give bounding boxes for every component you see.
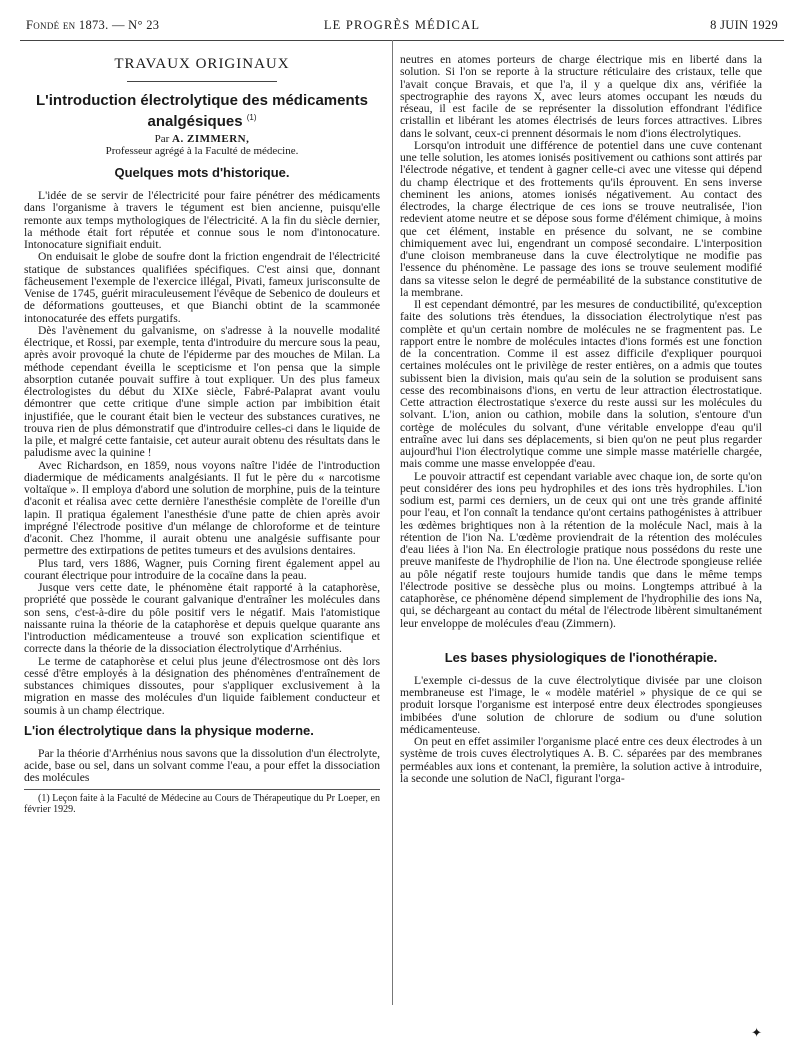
paragraph: Lorsqu'on introduit une différence de potentiel dans une cuve contenant une telle solution, les atomes ionisés positivement ou cathions sont attirés par l'électrode négative, et tendent à gagner celle-ci avec une vitesse qui dépend du champ électrique et des frottements qu'ils éprouvent. En sens inverse cheminent les anions, atomes ionisés négativement. Au contact des électrodes, la charge électrique de ces ions se trouve neutralisée, l'ion redevient atome neutre et se dépose sous forme d'élément chimique, à moins que cet élément, instable en présence du solvant, ne se combine chimiquement avec lui, engendrant un composé secondaire. L'interposition d'une cloison membraneuse dans la cuve électrolytique ne modifie pas l'essence du phénomène. Le passage des ions se trouve seulement modifié dans sa vitesse selon le degré de perméabilité de la substance constitutive de la membrane. — [400, 138, 762, 299]
paragraph: Avec Richardson, en 1859, nous voyons naître l'idée de l'introduction diadermique de médicaments analgésiants. Il fut le père du « narcotisme voltaïque ». Il employa d'abord une solution de morphine, puis de la teinture d'aconit et réalisa avec cette dernière l'anesthésie complète de l'oreille d'un lapin. Il pratiqua également l'anesthésie d'une patte de chien après avoir imprégné l'électrode positive d'un mélange de chloroforme et de teinture d'aconit. Chez l'homme, il aurait obtenu une analgésie suffisante pour permettre des extirpations de petites tumeurs et des avulsions dentaires. — [24, 458, 380, 558]
footnote — [24, 793, 380, 815]
paragraph: Il est cependant démontré, par les mesures de conductibilité, qu'exception faite des solutions très étendues, la dissociation électrolytique n'est pas complète et qu'un certain nombre de molécules ne se fragmentent pas. Le rapport entre le nombre de molécules intactes d'ions formés est une fonction de la concentration. Comme il est assez difficile d'expliquer pourquoi certaines molécules ont le privilège de rester entières, on a admis que toutes subissent bien la division, mais qu'au sein de la solution se produisent sans cesse des recombinaisons d'ions, en vertu de leur attraction électrostatique. Cette attraction électrostatique s'exerce du reste aussi sur les molécules du solvant. L'ion, anion ou cathion, mobile dans la solution, s'entoure d'un cortège de molécules du solvant, d'une véritable enveloppe d'eau qu'il entraîne avec lui dans ses déplacements, si bien qu'on ne peut plus regarder aujourd'hui l'ion électrolytique comme une simple masse matérielle chargée, mais comme une masse enveloppée d'eau. — [400, 298, 762, 471]
article-title-text: L'introduction électrolytique des médicaments analgésiques — [36, 92, 368, 130]
author-role: Professeur agrégé à la Faculté de médecine. — [105, 145, 299, 157]
subheading-ion: L'ion électrolytique dans la physique moderne. — [24, 722, 314, 738]
header-journal-title: LE PROGRÈS MÉDICAL — [323, 18, 481, 32]
paragraph: Plus tard, vers 1886, Wagner, puis Corning firent également appel au courant électrique pour introduire de la cocaïne dans la peau. — [24, 556, 380, 582]
section-heading: TRAVAUX ORIGINAUX — [114, 56, 290, 72]
footnote-rule — [24, 789, 380, 790]
paragraph: Jusque vers cette date, le phénomène était rapporté à la cataphorèse, propriété que possède le courant galvanique d'entraîner les molécules dans son sens, c'est-à-dire du pôle positif vers le négatif. Mais l'atomistique naissante ruina la théorie de la cataphorèse et depuis quelque quarante ans l'introduction médicamenteuse a trouvé son explication scientifique et correcte dans la théorie de la dissociation électrolytique d'Arrhénius. — [24, 581, 380, 656]
header-date: 8 JUIN 1929 — [710, 18, 778, 32]
paragraph: Par la théorie d'Arrhénius nous savons que la dissolution d'un électrolyte, acide, base ou sel, dans un solvant comme l'eau, a pour effet la dissociation des molécules — [24, 746, 380, 785]
subheading-physiology: Les bases physiologiques de l'ionothérapie. — [444, 649, 718, 665]
page-end-ornament: ✦ — [751, 1025, 762, 1040]
spacer — [400, 630, 762, 644]
column-divider — [392, 40, 393, 1005]
footnote-text: (1) Leçon faite à la Faculté de Médecine au Cours de Thérapeutique du Pr Loeper, en février 1929. — [24, 792, 380, 815]
paragraph: On enduisait le globe de soufre dont la friction engendrait de l'électricité statique de substances qualifiées spécifiques. C'est ainsi que, donnant fâcheusement l'exemple de l'exercice illégal, Pivati, fameux jurisconsulte de Venise de 1745, guérit miraculeusement l'évêque de Sebenico de douleurs et de déformations goutteuses, et que Bianchi obtint de la scammonée intonocaturée des effets purgatifs. — [24, 250, 380, 325]
article-title — [24, 92, 380, 130]
paragraph: L'exemple ci-dessus de la cuve électrolytique divisée par une cloison membraneuse est l'image, le « modèle matériel » physique de ce qui se produit lorsque l'organisme est interposé entre deux électrodes spongieuses imbibées d'une solution de chlorure de sodium ou d'une solution médicamenteuse. — [400, 673, 762, 736]
running-header — [26, 18, 778, 36]
paragraph: neutres en atomes porteurs de charge électrique mis en liberté dans la solution. Si l'on se reporte à la structure réticulaire des cristaux, telle que l'avait conçue Bravais, et que l'a, il y a quelque dix ans, vérifiée la spectrographie des rayons X, avec leurs atomes occupant les nœuds du réseau, il est facile de se représenter la dissolution effondrant l'édifice cristallin et libérant les atomes électrisés de leurs forces attractives. Libres dans le solvant, ceux-ci prennent désormais le nom d'ions électrolytiques. — [400, 54, 762, 140]
header-founded: Fondé en 1873. — N° 23 — [26, 18, 160, 32]
paragraph: On peut en effet assimiler l'organisme placé entre ces deux électrodes à un système de trois cuves électrolytiques A. B. C. séparées par des membranes perméables aux ions et contenant, la première, la solution active à introduire, la seconde une solution de NaCl, figurant l'orga- — [400, 735, 762, 785]
paragraph: Dès l'avènement du galvanisme, on s'adresse à la nouvelle modalité électrique, et Rossi, par exemple, tenta d'introduire du mercure sous la peau, après avoir provoqué la chute de l'épiderme par des mouches de Milan. La méthode cependant éveilla le scepticisme et l'on pensa que la simple absorption cutanée pouvait suffire à tout expliquer. Un des plus fameux électrologistes du début du XIXe siècle, Fabré-Palaprat avant voulu démontrer que cette critique d'une simple action par imbibition était injustifiée, que le courant était bien le vecteur des substances curatives, ne trouva rien de plus démonstratif que d'introduire celles-ci dans le liquide de la pile, et malgré cette fantaisie, cet auteur aurait obtenu des résultats dans le paludisme avec la quinine ! — [24, 323, 380, 460]
section-rule — [127, 81, 277, 82]
right-column — [400, 54, 762, 1014]
footnote-mark: (1) — [246, 113, 257, 122]
author-line — [24, 133, 380, 145]
paragraph: L'idée de se servir de l'électricité pour faire pénétrer des médicaments dans l'organisme à travers le tégument est bien ancienne, puisqu'elle remonte aux temps mythologiques de l'électricité. A la fin du siècle dernier, la méthode était fort réputée et connue sous le nom d'intonocature. Intonocature signifiait enduit. — [24, 189, 380, 251]
header-rule — [20, 40, 784, 41]
paragraph: Le pouvoir attractif est cependant variable avec chaque ion, de sorte qu'on peut considérer des ions peu hydrophiles et des ions très hydrophiles. L'ion sodium est, parmi ces derniers, un de ceux qui ont une très grande affinité pour l'eau, et l'on connaît la tendance qu'ont certains pathogénistes à attribuer les œdèmes brightiques non à la rétention de la molécule Nacl, mais à la rétention de l'ion Na. L'œdème proviendrait de la rétention des molécules d'eau liées à l'ion Na. En électrologie pratique nous possédons du reste une preuve manifeste de l'hydrophilie de l'ion na. Une électrode spongieuse reliée au pôle négatif reste toujours humide tandis que dans le même temps l'électrode positive se dessèche plus ou moins. Longtemps attribué à la cataphorèse, ce phénomène dépend simplement de l'hydrophilie des ions Na, qui, se déchargeant au contact du métal de l'électrode libèrent simultanément leur enveloppe de molécules d'eau (Zimmern). — [400, 469, 762, 630]
left-column — [24, 48, 380, 1048]
author-prefix: Par — [154, 133, 170, 145]
paragraph: Le terme de cataphorèse et celui plus jeune d'électrosmose ont dès lors cessé d'être employés à la désignation des phénomènes d'entraînement de substances chimiques dissoutes, pour s'appliquer exclusivement à la migration en masse des molécules d'un liquide faiblement conducteur et soumis à un champ électrique. — [24, 654, 380, 717]
subheading-history: Quelques mots d'historique. — [114, 165, 290, 180]
history-paragraphs — [24, 190, 380, 717]
author-name: A. ZIMMERN, — [172, 133, 250, 145]
